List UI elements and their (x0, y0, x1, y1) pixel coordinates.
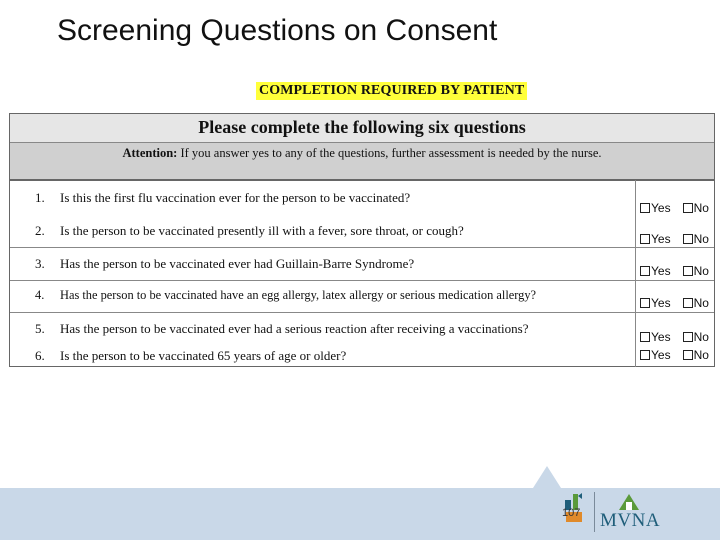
no-label: No (693, 201, 709, 215)
no-checkbox[interactable] (683, 201, 709, 215)
attention-label: Attention: (122, 146, 178, 160)
checkbox-icon (640, 266, 650, 276)
question-text: Has the person to be vaccinated ever had Guillain-Barre Syndrome? (60, 256, 415, 271)
yes-label: Yes (651, 264, 671, 278)
answer-column-divider (635, 180, 636, 367)
checkbox-icon (640, 203, 650, 213)
attention-text: If you answer yes to any of the questions, further assessment is needed by the nurse. (180, 146, 602, 160)
mvna-logo-text: MVNA (600, 510, 661, 531)
checkbox-icon (683, 203, 693, 213)
no-label: No (693, 296, 709, 310)
slide-title: Screening Questions on Consent (57, 14, 498, 47)
form-heading: Please complete the following six questions (10, 114, 714, 143)
yes-checkbox[interactable] (640, 330, 671, 344)
question-number: 5. (35, 321, 45, 336)
question-text: Has the person to be vaccinated ever had a serious reaction after receiving a vaccinations? (60, 321, 529, 336)
no-label: No (693, 232, 709, 246)
no-checkbox[interactable] (683, 348, 709, 362)
page-number: 107 (562, 507, 581, 519)
yes-checkbox[interactable] (640, 264, 671, 278)
yes-checkbox[interactable] (640, 348, 671, 362)
answer-choices-5 (640, 330, 709, 344)
answer-choices-2 (640, 232, 709, 246)
checkbox-icon (640, 350, 650, 360)
no-label: No (693, 264, 709, 278)
no-checkbox[interactable] (683, 296, 709, 310)
checkbox-icon (640, 332, 650, 342)
yes-checkbox[interactable] (640, 201, 671, 215)
question-number: 1. (35, 190, 45, 205)
attention-notice (10, 143, 714, 181)
logo-divider (594, 492, 595, 532)
question-text: Is the person to be vaccinated presently ill with a fever, sore throat, or cough? (60, 223, 464, 238)
yes-checkbox[interactable] (640, 232, 671, 246)
yes-label: Yes (651, 348, 671, 362)
question-number: 2. (35, 223, 45, 238)
checkbox-icon (683, 298, 693, 308)
checkbox-icon (640, 298, 650, 308)
answer-choices-4 (640, 296, 709, 310)
footer-notch (533, 466, 561, 488)
no-label: No (693, 330, 709, 344)
answer-choices-1 (640, 201, 709, 215)
no-label: No (693, 348, 709, 362)
checkbox-icon (683, 350, 693, 360)
checkbox-icon (683, 332, 693, 342)
checkbox-icon (683, 266, 693, 276)
yes-checkbox[interactable] (640, 296, 671, 310)
question-text: Has the person to be vaccinated have an egg allergy, latex allergy or serious medication allergy? (60, 288, 537, 302)
question-text: Is the person to be vaccinated 65 years of age or older? (60, 348, 347, 363)
no-checkbox[interactable] (683, 232, 709, 246)
yes-label: Yes (651, 330, 671, 344)
checkbox-icon (640, 234, 650, 244)
question-text: Is this the first flu vaccination ever for the person to be vaccinated? (60, 190, 411, 205)
completion-banner: COMPLETION REQUIRED BY PATIENT (256, 82, 527, 100)
row-separator (10, 247, 714, 249)
yes-label: Yes (651, 232, 671, 246)
checkbox-icon (683, 234, 693, 244)
no-checkbox[interactable] (683, 330, 709, 344)
screening-form (9, 113, 715, 367)
question-number: 4. (35, 288, 45, 302)
row-separator (10, 280, 714, 282)
row-separator (10, 312, 714, 314)
answer-choices-6 (640, 348, 709, 362)
answer-choices-3 (640, 264, 709, 278)
mvna-logo-icon (618, 493, 640, 511)
no-checkbox[interactable] (683, 264, 709, 278)
yes-label: Yes (651, 201, 671, 215)
yes-label: Yes (651, 296, 671, 310)
question-number: 3. (35, 256, 45, 271)
question-number: 6. (35, 348, 45, 363)
